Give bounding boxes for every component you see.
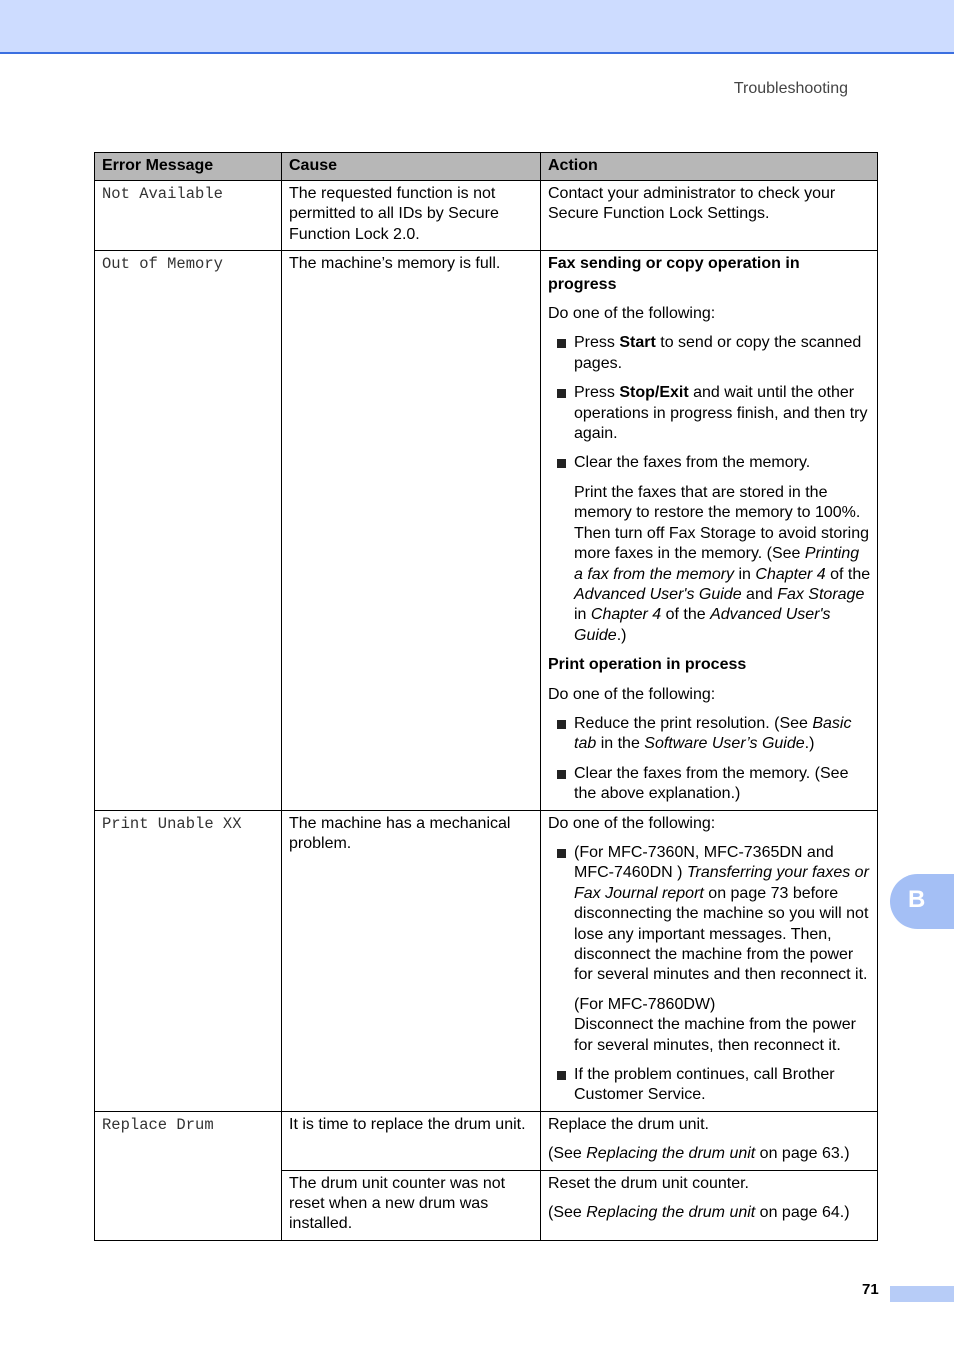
bullet-square-icon bbox=[557, 459, 566, 468]
table-row bbox=[95, 1111, 878, 1170]
action-text: Reset the drum unit counter. bbox=[548, 1174, 749, 1192]
bullet-item: Clear the faxes from the memory. bbox=[548, 453, 871, 473]
see-reference: (See Replacing the drum unit on page 63.) bbox=[548, 1145, 850, 1163]
fax-heading: Fax sending or copy operation in progress bbox=[548, 255, 800, 293]
action-cell bbox=[541, 251, 878, 810]
cause-text: The machine has a mechanical problem. bbox=[289, 814, 511, 852]
error-message: Replace Drum bbox=[102, 1115, 214, 1134]
action-text: Replace the drum unit. bbox=[548, 1115, 709, 1133]
bullet-item: Press Stop/Exit and wait until the other operations in progress finish, and then try again. bbox=[548, 383, 871, 444]
bullet-square-icon bbox=[557, 1071, 566, 1080]
table-row bbox=[95, 810, 878, 1111]
header-cause: Cause bbox=[282, 153, 541, 181]
bullet-square-icon bbox=[557, 720, 566, 729]
fax-storage-paragraph: Print the faxes that are stored in the memory to restore the memory to 100%. Then turn off Fax Storage to avoid storing more faxes in the memory. (See Printing a fax from the memory in Chapter 4 of the Advanced User's Guide and Fax Storage in Chapter 4 of the Advanced User's Guide.) bbox=[574, 483, 871, 644]
section-title: Troubleshooting bbox=[733, 80, 848, 97]
bullet-item: Reduce the print resolution. (See Basic tab in the Software User’s Guide.) bbox=[548, 714, 871, 755]
model-paragraph: (For MFC-7860DW) Disconnect the machine from the power for several minutes, then reconnect it. bbox=[574, 995, 856, 1054]
appendix-tab bbox=[890, 874, 954, 929]
cause-text: The requested function is not permitted to all IDs by Secure Function Lock 2.0. bbox=[289, 185, 499, 243]
bullet-square-icon bbox=[557, 339, 566, 348]
see-reference: (See Replacing the drum unit on page 64.) bbox=[548, 1204, 850, 1222]
start-key-label: Start bbox=[619, 334, 656, 352]
error-message: Print Unable XX bbox=[102, 814, 242, 833]
print-heading: Print operation in process bbox=[548, 656, 747, 674]
error-message: Out of Memory bbox=[102, 255, 223, 274]
error-table bbox=[94, 152, 878, 1241]
appendix-tab-label: B bbox=[908, 886, 926, 913]
cause-text: The drum unit counter was not reset when a new drum was installed. bbox=[289, 1174, 506, 1233]
header-band bbox=[0, 0, 954, 54]
table-header-row bbox=[95, 153, 878, 181]
page-number: 71 bbox=[862, 1281, 879, 1298]
bullet-square-icon bbox=[557, 849, 566, 858]
bullet-square-icon bbox=[557, 770, 566, 779]
bullet-item: Press Start to send or copy the scanned pages. bbox=[548, 333, 871, 374]
bullet-item: (For MFC-7360N, MFC-7365DN and MFC-7460DN ) Transferring your faxes or Fax Journal report on page 73 before disconnecting the machine so you will not lose any important messages. Then, disconnect the machine from the power for several minutes and then reconnect it. bbox=[548, 843, 871, 986]
cause-text: It is time to replace the drum unit. bbox=[289, 1115, 526, 1133]
bullet-item: Clear the faxes from the memory. (See the above explanation.) bbox=[548, 764, 871, 805]
error-message: Not Available bbox=[102, 185, 223, 203]
bullet-square-icon bbox=[557, 389, 566, 398]
header-action: Action bbox=[541, 153, 878, 181]
table-row bbox=[95, 181, 878, 251]
footer-bar bbox=[890, 1286, 954, 1302]
cause-text: The machine’s memory is full. bbox=[289, 255, 501, 273]
instruction-text: Do one of the following: bbox=[548, 305, 716, 323]
table-row bbox=[95, 251, 878, 810]
action-cell bbox=[541, 810, 878, 1111]
action-text: Contact your administrator to check your Secure Function Lock Settings. bbox=[548, 185, 836, 223]
instruction-text: Do one of the following: bbox=[548, 685, 716, 703]
stop-exit-key-label: Stop/Exit bbox=[619, 384, 689, 402]
bullet-item: If the problem continues, call Brother Customer Service. bbox=[548, 1065, 871, 1106]
instruction-text: Do one of the following: bbox=[548, 814, 716, 832]
header-error-message: Error Message bbox=[95, 153, 282, 181]
